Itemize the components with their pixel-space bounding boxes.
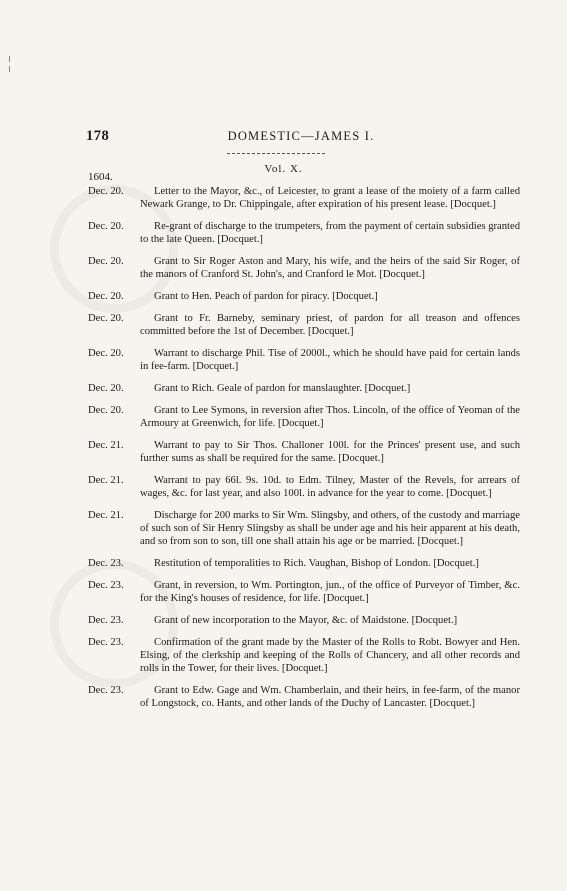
- calendar-entry: [88, 557, 520, 570]
- entry-date: Dec. 23.: [88, 636, 124, 648]
- calendar-entry: [88, 636, 520, 675]
- calendar-entry: [88, 614, 520, 627]
- entry-date: Dec. 23.: [88, 557, 124, 569]
- page-number: 178: [86, 128, 110, 144]
- entry-text: Grant of new incorporation to the Mayor, &c. of Maidstone. [Docquet.]: [154, 614, 458, 626]
- entry-text: Grant to Fr. Barneby, seminary priest, of pardon for all treason and offences committed before the 1st of December. [Docquet.]: [140, 312, 520, 337]
- calendar-entry: [88, 290, 520, 303]
- margin-tick: [9, 66, 10, 72]
- calendar-entry: [88, 439, 520, 465]
- calendar-entry: [88, 684, 520, 710]
- calendar-entry: [88, 404, 520, 430]
- entry-text: Warrant to pay 66l. 9s. 10d. to Edm. Tilney, Master of the Revels, for arrears of wages, &c. for last year, and also 100l. in advance for the year to come. [Docquet.]: [140, 474, 520, 499]
- entry-date: Dec. 23.: [88, 579, 124, 591]
- entry-text: Re-grant of discharge to the trumpeters, from the payment of certain subsidies granted to the late Queen. [Docquet.]: [140, 220, 520, 246]
- entry-date: Dec. 20.: [88, 404, 124, 416]
- entry-date: Dec. 23.: [88, 614, 124, 626]
- entry-text: Grant to Edw. Gage and Wm. Chamberlain, and their heirs, in fee-farm, of the manor of Longstock, co. Hants, and other lands of the Duchy of Lancaster. [Docquet.]: [140, 684, 520, 709]
- running-title: DOMESTIC—JAMES I.: [227, 129, 375, 143]
- entry-date: Dec. 23.: [88, 684, 124, 696]
- entry-text: Grant to Rich. Geale of pardon for manslaughter. [Docquet.]: [154, 382, 411, 394]
- entry-text: Restitution of temporalities to Rich. Vaughan, Bishop of London. [Docquet.]: [154, 557, 479, 569]
- calendar-entry: [88, 185, 520, 211]
- calendar-entry: [88, 312, 520, 338]
- entry-text: Discharge for 200 marks to Sir Wm. Slingsby, and others, of the custody and marriage of such son of Sir Henry Slingsby as shall be under age and his heir apparent at his death, and so from son to son, till one shall attain his age or be married. [Docquet.]: [140, 509, 520, 547]
- calendar-entry: [88, 255, 520, 281]
- calendar-entry: [88, 347, 520, 373]
- entry-date: Dec. 21.: [88, 439, 124, 451]
- calendar-entry: [88, 474, 520, 500]
- entry-date: Dec. 20.: [88, 312, 124, 324]
- calendar-entry: [88, 579, 520, 605]
- calendar-entry: [88, 220, 520, 246]
- calendar-entry: [88, 382, 520, 395]
- year-label: 1604.: [88, 171, 113, 183]
- volume-label: Vol. X.: [264, 163, 303, 175]
- page-header: [86, 128, 516, 146]
- margin-tick: [9, 56, 10, 62]
- entry-date: Dec. 21.: [88, 474, 124, 486]
- entry-text: Grant to Hen. Peach of pardon for piracy. [Docquet.]: [154, 290, 378, 302]
- entry-date: Dec. 20.: [88, 290, 124, 302]
- entry-date: Dec. 20.: [88, 347, 124, 359]
- calendar-entry: [88, 509, 520, 548]
- entry-text: Confirmation of the grant made by the Master of the Rolls to Robt. Bowyer and Hen. Elsing, of the clerkship and keeping of the Rolls of Chancery, and all other records and rolls in the Tower, for their lives. [Docquet.]: [140, 636, 520, 674]
- entry-date: Dec. 20.: [88, 186, 124, 197]
- entry-date: Dec. 20.: [88, 220, 124, 232]
- entry-date: Dec. 20.: [88, 382, 124, 394]
- entry-text: Warrant to pay to Sir Thos. Challoner 100l. for the Princes' present use, and such further sums as shall be required for the same. [Docquet.]: [140, 439, 520, 464]
- entry-date: Dec. 21.: [88, 509, 124, 521]
- entry-list: [88, 185, 520, 719]
- entry-text: Letter to the Mayor, &c., of Leicester, to grant a lease of the moiety of a farm called Newark Grange, to Dr. Chippingale, after expiration of his present lease. [Docquet.]: [140, 186, 520, 211]
- entry-text: Grant to Sir Roger Aston and Mary, his wife, and the heirs of the said Sir Roger, of the manors of Cranford St. John's, and Cranford le Mot. [Docquet.]: [140, 255, 520, 281]
- entry-text: Grant, in reversion, to Wm. Portington, jun., of the office of Purveyor of Timber, &c. for the King's houses of residence, for life. [Docquet.]: [140, 579, 520, 604]
- entry-date: Dec. 20.: [88, 255, 124, 267]
- entry-text: Warrant to discharge Phil. Tise of 2000l., which he should have paid for certain lands in fee-farm. [Docquet.]: [140, 347, 520, 372]
- header-rule: [227, 153, 325, 155]
- entry-text: Grant to Lee Symons, in reversion after Thos. Lincoln, of the office of Yeoman of the Armoury at Greenwich, for life. [Docquet.]: [140, 404, 520, 429]
